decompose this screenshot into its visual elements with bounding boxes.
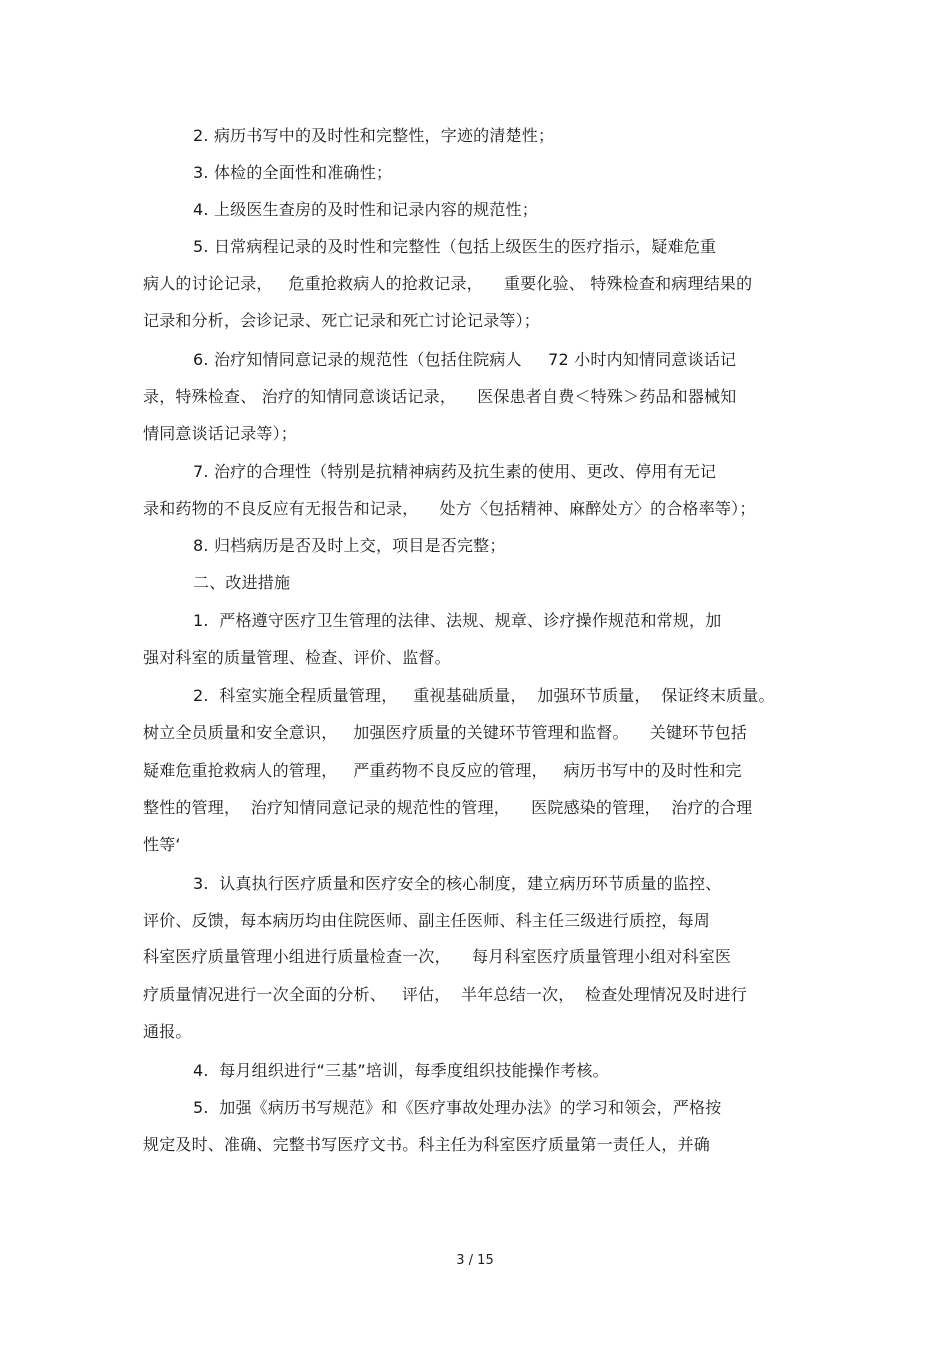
text-line: 5. 加强《病历书写规范》和《医疗事故处理办法》的学习和领会，严格按: [193, 1098, 722, 1117]
text-line: 录，特殊检查、 治疗的知情同意谈话记录， 医保患者自费＜特殊＞药品和器械知: [143, 387, 737, 406]
text-line: 情同意谈话记录等）；: [143, 424, 298, 443]
text-line: 记录和分析，会诊记录、死亡记录和死亡讨论记录等）；: [143, 311, 541, 330]
text-line: 4. 每月组织进行“三基”培训，每季度组织技能操作考核。: [193, 1061, 609, 1080]
text-line: 5. 日常病程记录的及时性和完整性（包括上级医生的医疗指示，疑难危重: [193, 237, 717, 256]
text-line: 8. 归档病历是否及时上交，项目是否完整；: [193, 536, 506, 555]
text-line: 2. 科室实施全程质量管理， 重视基础质量， 加强环节质量， 保证终末质量。: [193, 686, 775, 705]
text-line: 疑难危重抢救病人的管理， 严重药物不良反应的管理， 病历书写中的及时性和完: [143, 761, 742, 780]
text-line: 评价、反馈，每本病历均由住院医师、副主任医师、科主任三级进行质控，每周: [143, 911, 711, 930]
text-line: 树立全员质量和安全意识， 加强医疗质量的关键环节管理和监督。 关键环节包括: [143, 723, 748, 742]
text-line: 4. 上级医生查房的及时性和记录内容的规范性；: [193, 200, 538, 219]
text-line: 强对科室的质量管理、检查、评价、监督。: [143, 648, 451, 667]
text-line: 7. 治疗的合理性（特别是抗精神病药及抗生素的使用、更改、停用有无记: [193, 462, 717, 481]
text-line: 性等‘: [143, 835, 181, 854]
text-line: 科室医疗质量管理小组进行质量检查一次， 每月科室医疗质量管理小组对科室医: [143, 947, 732, 966]
text-line: 疗质量情况进行一次全面的分析、 评估， 半年总结一次， 检查处理情况及时进行: [143, 985, 748, 1004]
text-line: 通报。: [143, 1022, 192, 1041]
text-line: 2. 病历书写中的及时性和完整性，字迹的清楚性；: [193, 126, 555, 145]
text-line: 1. 严格遵守医疗卫生管理的法律、法规、规章、诊疗操作规范和常规，加: [193, 611, 722, 630]
text-line: 规定及时、准确、完整书写医疗文书。科主任为科室医疗质量第一责任人，并确: [143, 1135, 711, 1154]
section-heading: 二、改进措施: [193, 573, 291, 592]
text-line: 3. 认真执行医疗质量和医疗安全的核心制度，建立病历环节质量的监控、: [193, 874, 722, 893]
text-line: 录和药物的不良反应有无报告和记录， 处方〈包括精神、麻醉处方〉的合格率等）；: [143, 499, 756, 518]
text-line: 6. 治疗知情同意记录的规范性（包括住院病人 72 小时内知情同意谈话记: [193, 350, 737, 369]
text-line: 3. 体检的全面性和准确性；: [193, 163, 393, 182]
text-line: 病人的讨论记录， 危重抢救病人的抢救记录， 重要化验、 特殊检查和病理结果的: [143, 274, 753, 293]
text-line: 整性的管理， 治疗知情同意记录的规范性的管理， 医院感染的管理， 治疗的合理: [143, 798, 753, 817]
page-number: 3 / 15: [456, 1253, 494, 1268]
